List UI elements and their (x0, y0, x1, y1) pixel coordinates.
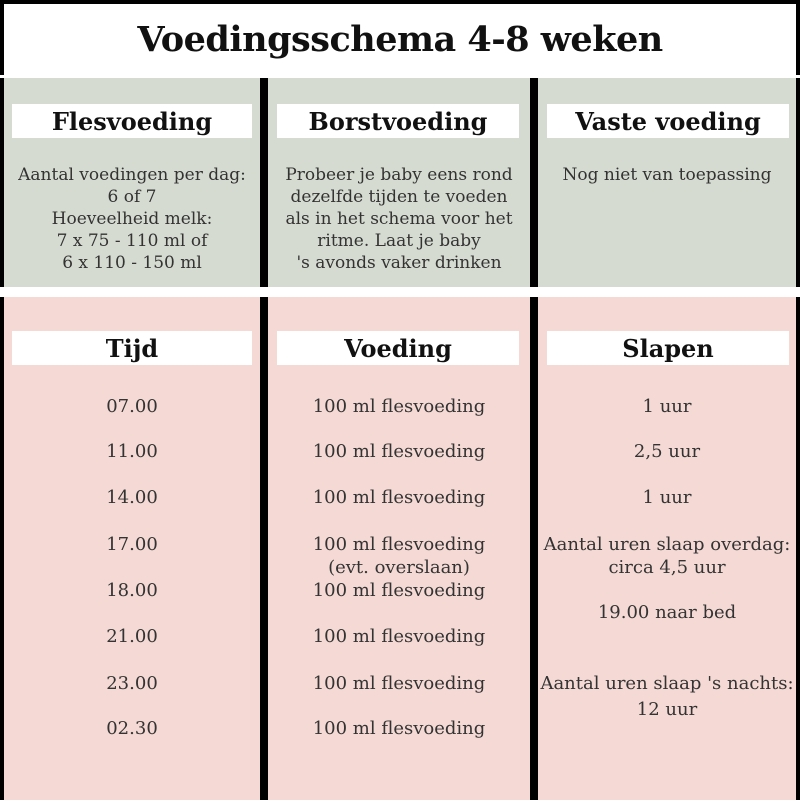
time-cell: 02.30 (106, 718, 158, 739)
sleep-cell: 2,5 uur (633, 441, 701, 462)
header-tijd: Tijd (12, 331, 252, 365)
borstvoeding-line: ritme. Laat je baby (317, 231, 481, 251)
flesvoeding-line: 6 of 7 (107, 187, 157, 207)
header-slapen: Slapen (547, 331, 789, 365)
sleep-cell: 19.00 naar bed (597, 602, 737, 623)
flesvoeding-line: Aantal voedingen per dag: (18, 165, 246, 185)
borstvoeding-line: Probeer je baby eens rond (285, 165, 513, 185)
feeding-cell: 100 ml flesvoeding (312, 718, 486, 739)
feeding-cell: 100 ml flesvoeding (312, 626, 486, 647)
sleep-cell: 1 uur (642, 487, 692, 508)
header-vaste-voeding: Vaste voeding (547, 104, 789, 138)
time-cell: 17.00 (106, 534, 158, 555)
vaste-voeding-text (538, 164, 796, 186)
header-voeding: Voeding (277, 331, 519, 365)
time-cell: 18.00 (106, 580, 158, 601)
flesvoeding-line: 7 x 75 - 110 ml of (56, 231, 208, 251)
feeding-cell: 100 ml flesvoeding (312, 673, 486, 694)
borstvoeding-line: dezelfde tijden te voeden (290, 187, 508, 207)
divider-middle (0, 287, 800, 297)
page-title: Voedingsschema 4-8 weken (137, 19, 663, 60)
title-bar (4, 4, 796, 75)
sleep-cell: Aantal uren slaap overdag: (543, 534, 791, 555)
feeding-cell: 100 ml flesvoeding (312, 396, 486, 417)
sleep-cell: 1 uur (642, 396, 692, 417)
borstvoeding-line: als in het schema voor het (285, 209, 513, 229)
flesvoeding-text (4, 164, 260, 274)
feeding-cell: 100 ml flesvoeding (312, 441, 486, 462)
feeding-note: (evt. overslaan) (328, 557, 470, 578)
vaste-voeding-line: Nog niet van toepassing (562, 165, 772, 185)
sleep-cell: Aantal uren slaap 's nachts: (540, 673, 794, 694)
sleep-cell: 12 uur (636, 699, 698, 720)
header-borstvoeding: Borstvoeding (277, 104, 519, 138)
time-cell: 11.00 (106, 441, 158, 462)
time-cell: 23.00 (106, 673, 158, 694)
time-cell: 21.00 (106, 626, 158, 647)
borstvoeding-line: 's avonds vaker drinken (296, 253, 502, 273)
time-cell: 14.00 (106, 487, 158, 508)
header-flesvoeding: Flesvoeding (12, 104, 252, 138)
feeding-cell: 100 ml flesvoeding (312, 580, 486, 601)
flesvoeding-line: 6 x 110 - 150 ml (62, 253, 202, 273)
flesvoeding-line: Hoeveelheid melk: (51, 209, 213, 229)
feeding-cell: 100 ml flesvoeding (312, 487, 486, 508)
sleep-cell: circa 4,5 uur (608, 557, 726, 578)
feeding-cell: 100 ml flesvoeding (312, 534, 486, 555)
borstvoeding-text (268, 164, 530, 274)
time-cell: 07.00 (106, 396, 158, 417)
